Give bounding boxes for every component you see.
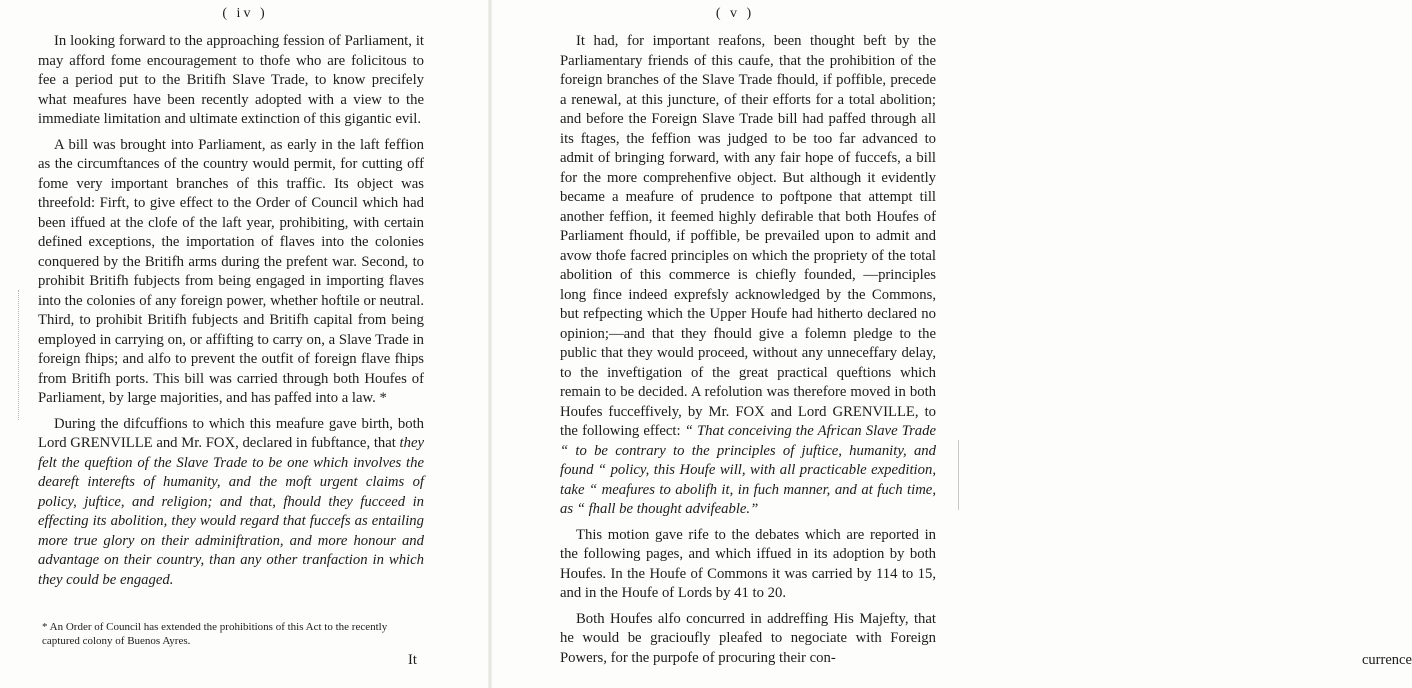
paragraph [38, 415, 424, 591]
text-column [38, 32, 424, 590]
page-number: ( v ) [715, 6, 755, 21]
paragraph: Both Houfes alfo concurred in addreffing His Majefty, that he would be gracioufly pleafed to negociate with Foreign Powers, for the purpofe of procuring their con- [560, 610, 936, 666]
catchword: It [408, 652, 417, 668]
paragraph [560, 32, 936, 520]
paragraph-text: It had, for important reafons, been thought beft by the Parliamentary friends of this caufe, that the prohibition of the foreign branches of the Slave Trade fhould, if poffible, precede a renewal, at this juncture, of their efforts for a total abolition; and before the Foreign Slave Trade bill had paffed through all its ftages, the feffion was judged to be too far advanced to admit of bringing forward, with any fair hope of fuccefs, a bill for the more comprehenfive object. But although it evidently became a meafure of prudence to poftpone that attempt till another feffion, it feemed highly defirable that both Houfes of Parliament fhould, if poffible, be prevailed upon to admit and avow thofe facred principles on which the propriety of the total abolition of this commerce is chiefly founded, —principles long fince indeed exprefsly acknowledged by the Commons, but refpecting which the Upper Houfe had hitherto declared no opinion;—and that they fhould give a folemn pledge to the public that they would proceed, without any unneceffary delay, to the inveftigation of the great practical queftions which remain to be decided. A refolution was therefore moved in both Houfes fucceffively, by Mr. FOX and Lord GRENVILLE, to the following effect: [560, 33, 936, 439]
paragraph: A bill was brought into Parliament, as early in the laft feffion as the circumftances of the country would permit, for cutting off fome very important branches of this traffic. Its object was threefold: Firft, to give effect to the Order of Council which had been iffued at the clofe of the laft year, prohibiting, with certain defined exceptions, the importation of flaves into the colonies conquered by the Britifh arms during the prefent war. Second, to prohibit Britifh fubjects from being engaged in importing flaves into the colonies of any foreign power, whether hoftile or neutral. Third, to prohibit Britifh fubjects and Britifh capital from being employed in carrying on, or affifting to carry on, a Slave Trade in foreign fhips; and alfo to prevent the outfit of foreign flave fhips from Britifh ports. This bill was carried through both Houfes of Parliament, by large majorities, and has paffed into a law. * [38, 136, 424, 406]
catchword: currence [1362, 652, 1412, 668]
paragraph-text: During the difcuffions to which this meafure gave birth, both Lord GRENVILLE and Mr. FOX, declared in fubftance, that [38, 415, 424, 451]
page-number: ( iv ) [222, 6, 268, 21]
left-page [0, 0, 490, 688]
paragraph: In looking forward to the approaching fession of Parliament, it may afford fome encouragement to thofe who are folicitous to fee a period put to the Britifh Slave Trade, to know precifely what meafures have been recently adopted with a view to the immediate limitation and ultimate extinction of this gigantic evil. [38, 33, 424, 127]
right-page [490, 0, 1412, 688]
text-column [560, 32, 936, 668]
italic-quotation: they felt the queftion of the Slave Trade to be one which involves the deareft interefts of humanity, and the moft urgent claims of policy, juftice, and religion; and that, fhould they fucceed in effecting its abolition, they would regard that fuccefs as entailing more true glory on their adminiftration, and more honour and advantage on their country, than any other tranfaction in which they could be engaged. [38, 435, 424, 588]
footnote: * An Order of Council has extended the prohibitions of this Act to the recently captured colony of Buenos Ayres. [42, 621, 388, 647]
resolution-quote: “ That conceiving the African Slave Trade “ to be contrary to the principles of juftice, humanity, and found “ policy, this Houfe will, with all practicable expedition, take “ meafures to abolifh it, in fuch manner, and at fuch time, as “ fhall be thought advifeable.” [560, 423, 936, 517]
paragraph: This motion gave rife to the debates which are reported in the following pages, and which iffued in its adoption by both Houfes. In the Houfe of Commons it was carried by 114 to 15, and in the Houfe of Lords by 41 to 20. [560, 526, 936, 601]
